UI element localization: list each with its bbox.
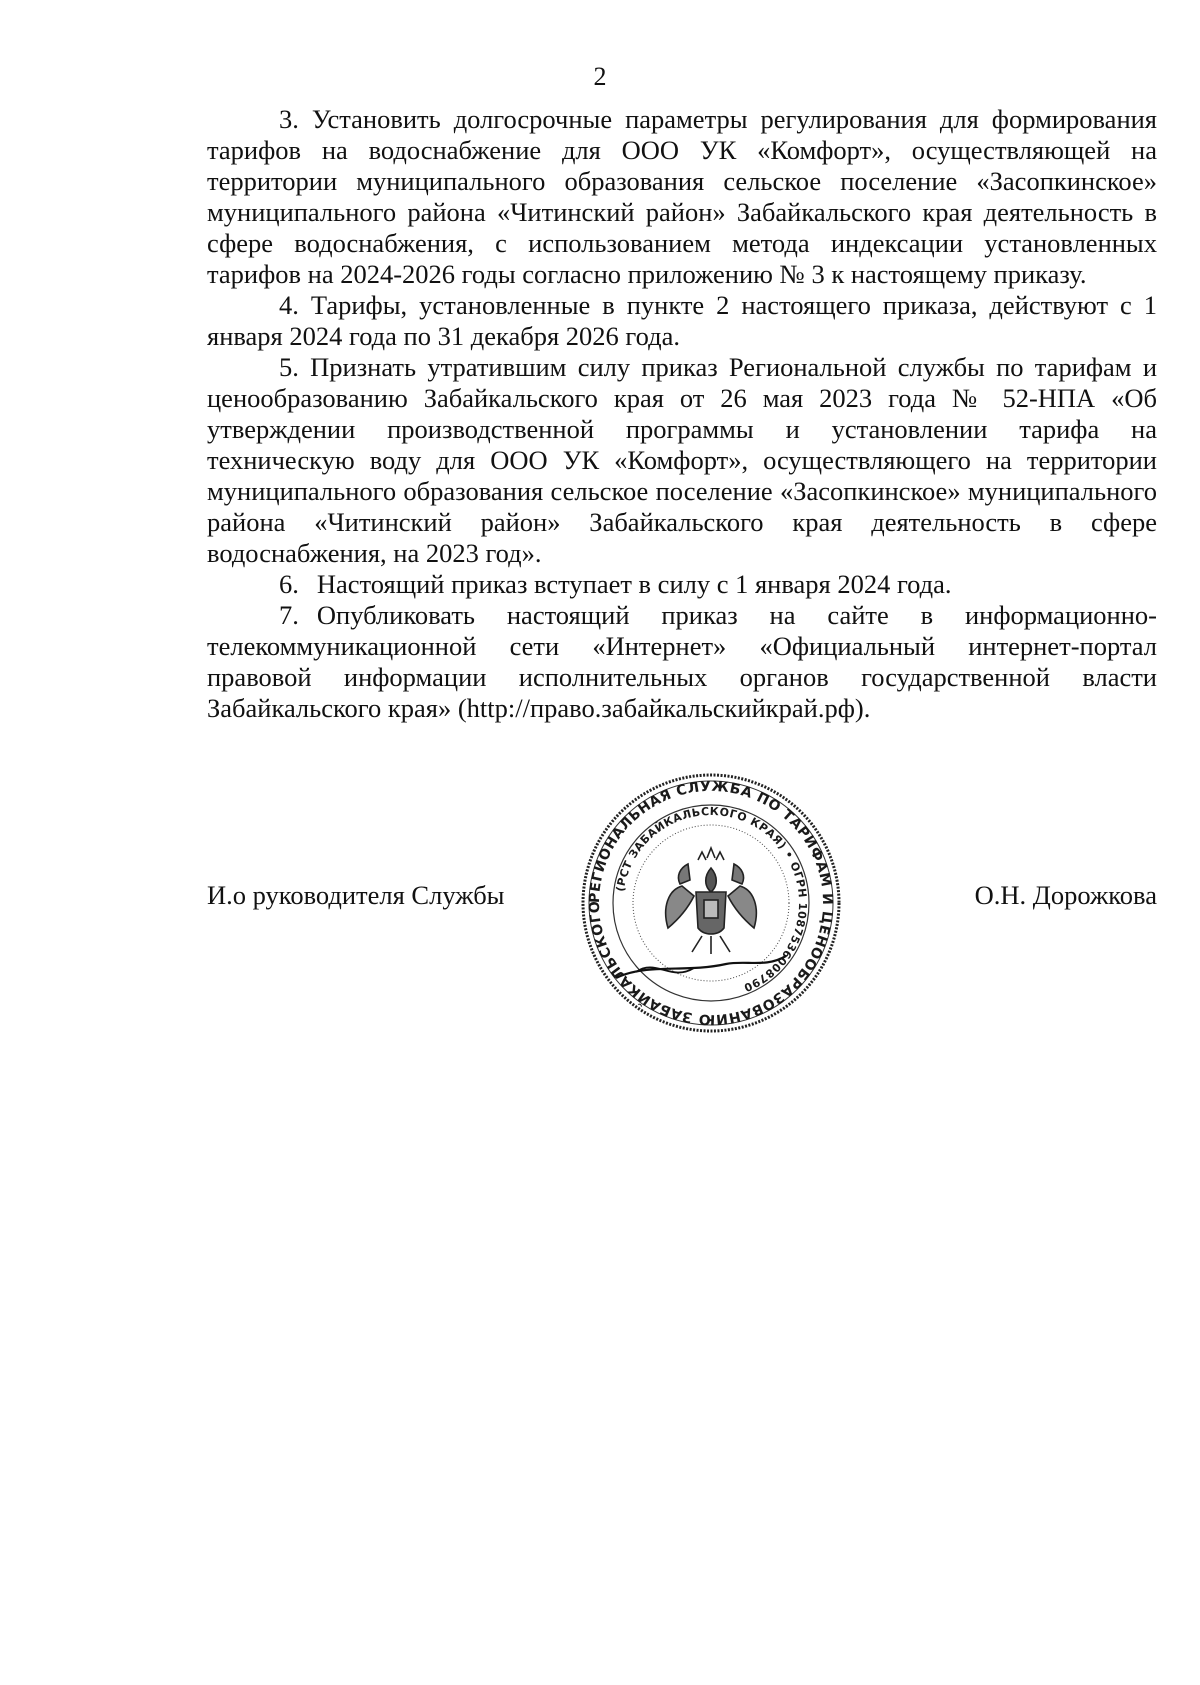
paragraph-7 — [207, 600, 1157, 724]
signatory-position: И.о руководителя Службы — [207, 880, 505, 910]
seal-outer-text: РЕГИОНАЛЬНАЯ СЛУЖБА ПО ТАРИФАМ И ЦЕНООБРАЗОВАНИЮ ЗАБАЙКАЛЬСКОГО — [586, 778, 836, 1028]
paragraph-4 — [207, 290, 1157, 352]
paragraph-3 — [207, 104, 1157, 290]
paragraph-6 — [207, 569, 1157, 600]
paragraph-number: 3. — [279, 104, 299, 134]
document-body — [207, 104, 1157, 724]
paragraph-text: Установить долгосрочные параметры регулирования для формирования тарифов на водоснабжение для ООО УК «Комфорт», осуществляющей на территории муниципального образования сельское поселение «Засопкинское» муниципального района «Читинский район» Забайкальского края деятельность в сфере водоснабжения, с использованием метода индексации установленных тарифов на 2024-2026 годы согласно приложению № 3 к настоящему приказу. — [207, 104, 1157, 289]
seal-inner-text: (РСТ ЗАБАЙКАЛЬСКОГО КРАЯ) • ОГРН 1087536008790 — [613, 804, 810, 995]
paragraph-number: 7. — [279, 600, 299, 630]
paragraph-number: 6. — [279, 569, 299, 599]
paragraph-text: Признать утратившим силу приказ Региональной службы по тарифам и ценообразованию Забайкальского края от 26 мая 2023 года № 52-НПА «Об утверждении производственной программы и установлении тарифа на техническую воду для ООО УК «Комфорт», осуществляющего на территории муниципального образования сельское поселение «Засопкинское» муниципального района «Читинский район» Забайкальского края деятельность в сфере водоснабжения, на 2023 год». — [207, 352, 1158, 568]
paragraph-5 — [207, 352, 1157, 569]
paragraph-number: 4. — [279, 290, 299, 320]
page-number: 2 — [593, 62, 607, 91]
signature-block — [207, 880, 1157, 920]
paragraph-number: 5. — [279, 352, 299, 382]
paragraph-text: Тарифы, установленные в пункте 2 настоящего приказа, действуют с 1 января 2024 года по 31 декабря 2026 года. — [207, 290, 1158, 351]
paragraph-text: Настоящий приказ вступает в силу с 1 января 2024 года. — [316, 569, 952, 599]
paragraph-text: Опубликовать настоящий приказ на сайте в информационно-телекоммуникационной сети «Интернет» «Официальный интернет-портал правовой информации исполнительных органов государственной власти Забайкальского края» (http://право.забайкальскийкрай.рф). — [207, 600, 1157, 723]
signatory-name: О.Н. Дорожкова — [974, 880, 1157, 910]
